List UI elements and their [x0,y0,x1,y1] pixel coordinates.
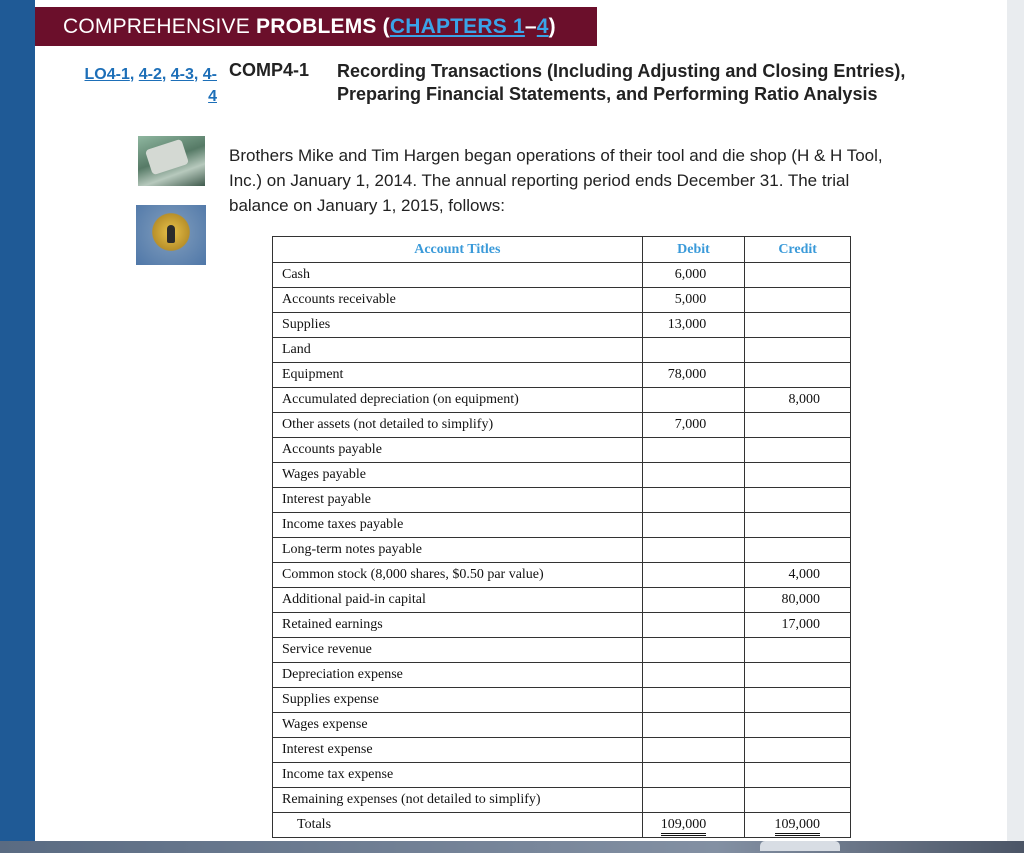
debit-amount [642,738,745,763]
debit-amount [642,563,745,588]
lock-icon [136,205,206,265]
table-header-row [273,237,851,263]
account-title: Supplies expense [273,688,643,713]
table-row [273,613,851,638]
right-scroll-gutter [1007,0,1024,853]
account-title: Income tax expense [273,763,643,788]
totals-label: Totals [273,813,643,838]
banner-dash: – [524,15,537,38]
table-row [273,638,851,663]
banner-bold: PROBLEMS ( [256,15,390,38]
debit-amount [642,713,745,738]
account-title: Long-term notes payable [273,538,643,563]
table-row [273,713,851,738]
credit-amount [745,263,851,288]
credit-amount [745,638,851,663]
account-title: Wages expense [273,713,643,738]
table-row [273,363,851,388]
credit-amount [745,738,851,763]
debit-amount: 5,000 [642,288,745,313]
account-title: Additional paid-in capital [273,588,643,613]
money-roll-icon [138,136,205,186]
bottom-tab-pill[interactable] [760,841,840,851]
table-row [273,313,851,338]
table-row [273,738,851,763]
table-row [273,288,851,313]
debit-amount: 13,000 [642,313,745,338]
table-row [273,563,851,588]
debit-amount [642,538,745,563]
total-debit-value: 109,000 [661,817,707,836]
table-row [273,388,851,413]
account-title: Accounts receivable [273,288,643,313]
table-row [273,413,851,438]
section-banner [35,7,597,46]
account-title: Remaining expenses (not detailed to simplify) [273,788,643,813]
table-row [273,788,851,813]
totals-row [273,813,851,838]
account-title: Retained earnings [273,613,643,638]
account-title: Equipment [273,363,643,388]
credit-amount [745,438,851,463]
debit-amount [642,488,745,513]
debit-amount: 7,000 [642,413,745,438]
problem-intro: Brothers Mike and Tim Hargen began operations of their tool and die shop (H & H Tool, Inc.) on January 1, 2014. The annual reporting period ends December 31. The trial balance on January 1, 2015, follows: [229,146,883,215]
total-credit-value: 109,000 [775,817,821,836]
credit-amount: 80,000 [745,588,851,613]
total-credit [745,813,851,838]
problem-title: Recording Transactions (Including Adjusting and Closing Entries), Preparing Financial Statements, and Performing Ratio Analysis [337,61,906,104]
credit-amount [745,763,851,788]
bottom-toolbar-strip [0,841,1024,853]
banner-prefix: COMPREHENSIVE [63,15,256,38]
header-account-titles: Account Titles [273,237,643,263]
header-credit: Credit [745,237,851,263]
table-row [273,663,851,688]
credit-amount [745,788,851,813]
lo-link-4-4[interactable]: 4- [202,66,217,83]
account-title: Wages payable [273,463,643,488]
account-title: Depreciation expense [273,663,643,688]
account-title: Income taxes payable [273,513,643,538]
account-title: Cash [273,263,643,288]
table-row [273,338,851,363]
account-title: Supplies [273,313,643,338]
account-title: Interest expense [273,738,643,763]
account-title: Land [273,338,643,363]
chapter-4-link[interactable]: 4 [536,15,549,38]
debit-amount [642,388,745,413]
account-title: Common stock (8,000 shares, $0.50 par value) [273,563,643,588]
credit-amount [745,413,851,438]
debit-amount [642,588,745,613]
problem-id: COMP4-1 [229,60,310,80]
table-row [273,763,851,788]
debit-amount [642,788,745,813]
credit-amount [745,713,851,738]
debit-amount [642,338,745,363]
credit-amount: 8,000 [745,388,851,413]
debit-amount: 6,000 [642,263,745,288]
account-title: Interest payable [273,488,643,513]
debit-amount: 78,000 [642,363,745,388]
trial-balance-table [272,236,851,838]
table-row [273,488,851,513]
debit-amount [642,513,745,538]
total-debit [642,813,745,838]
banner-close: ) [548,15,556,38]
credit-amount [745,313,851,338]
credit-amount [745,288,851,313]
debit-amount [642,763,745,788]
account-title: Other assets (not detailed to simplify) [273,413,643,438]
credit-amount [745,363,851,388]
debit-amount [642,463,745,488]
table-row [273,538,851,563]
table-row [273,438,851,463]
credit-amount [745,338,851,363]
credit-amount: 17,000 [745,613,851,638]
debit-amount [642,663,745,688]
credit-amount: 4,000 [745,563,851,588]
account-title: Service revenue [273,638,643,663]
account-title: Accounts payable [273,438,643,463]
debit-amount [642,438,745,463]
table-row [273,463,851,488]
credit-amount [745,538,851,563]
credit-amount [745,688,851,713]
credit-amount [745,463,851,488]
chapters-link[interactable]: CHAPTERS 1 [389,15,525,38]
lo-link-4-4-cont[interactable]: 4 [208,88,217,105]
credit-amount [745,663,851,688]
table-row [273,263,851,288]
lo-link-4-2[interactable]: 4-2 [138,66,162,83]
debit-amount [642,638,745,663]
left-edge-bar [0,0,35,853]
account-title: Accumulated depreciation (on equipment) [273,388,643,413]
debit-amount [642,613,745,638]
lo-link-4-1[interactable]: LO4-1 [84,66,130,83]
table-row [273,588,851,613]
lo-link-4-3[interactable]: 4-3 [170,66,194,83]
credit-amount [745,488,851,513]
header-debit: Debit [642,237,745,263]
learning-objective-refs: LO4-1, 4-2, 4-3, 4- 4 [84,66,217,105]
table-row [273,688,851,713]
table-row [273,513,851,538]
credit-amount [745,513,851,538]
debit-amount [642,688,745,713]
